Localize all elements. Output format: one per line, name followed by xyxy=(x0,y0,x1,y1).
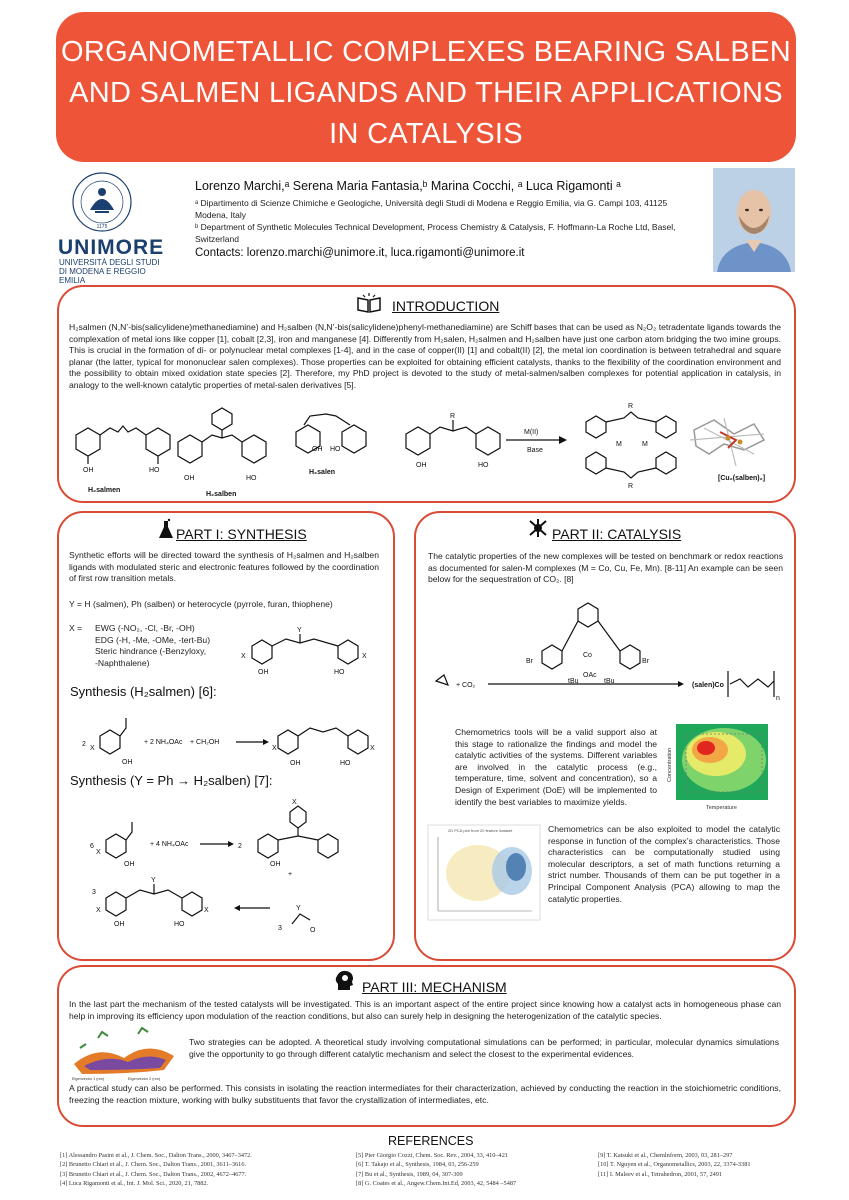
salben-coef: 6 xyxy=(90,843,94,850)
co2-sequestration-scheme xyxy=(428,607,788,717)
ligand-r-label: R xyxy=(450,413,456,420)
salben-final-y: Y xyxy=(151,877,156,884)
salben-x-label: X xyxy=(96,849,101,856)
reference-1: [1] Alessandro Pasini et al., J. Chem. Soc., Dalton Trans., 2000, 3467–3472. xyxy=(60,1152,252,1159)
complex-r-top-label: R xyxy=(628,403,634,410)
salmen-x-label: X xyxy=(90,745,95,752)
h2salmen-label: H₂salmen xyxy=(88,487,121,494)
salben-final-ho: HO xyxy=(174,921,185,928)
salmen-product-x-left: X xyxy=(272,745,277,752)
x-ewg: EWG (-NO₂, -Cl, -Br, -OH) xyxy=(95,623,195,633)
synthesis-heading: PART I: SYNTHESIS xyxy=(176,526,307,542)
complex-m-left-label: M xyxy=(616,441,622,448)
author-photo xyxy=(713,168,795,272)
university-logo-name: UNIMORE xyxy=(58,236,165,259)
h2salben-label: H₂salben xyxy=(206,491,237,498)
salben-plus: + xyxy=(288,871,293,878)
reference-9: [9] T. Katsuki et al., Chemlnform, 2003, 03, 281–297 xyxy=(598,1152,733,1159)
complex-m-right-label: M xyxy=(642,441,648,448)
pca-scatter-figure xyxy=(428,825,540,920)
doe-response-surface-figure xyxy=(664,722,780,810)
surface-axis-2: Eigenvector 2 (nm) xyxy=(128,1077,161,1081)
xy-ligand-oh: OH xyxy=(258,669,269,676)
mechanism-heading: PART III: MECHANISM xyxy=(362,979,507,995)
reference-10: [10] T. Nguyen et al., Organometallics, 2003, 22, 3374-3381 xyxy=(598,1161,751,1169)
affiliation-b: ᵇ Department of Synthetic Molecules Technical Development, Process Chemistry & Catalysis, F. Hoffmann-La Roche Ltd, Basel, Switzerland xyxy=(195,222,676,244)
doe-x-axis-label: Temperature xyxy=(706,805,737,811)
ligand-ho-label: HO xyxy=(478,462,489,469)
scheme-co2: + CO₂ xyxy=(456,682,476,689)
mechanism-strategies-text: Two strategies can be adopted. A theoretical study involving computational simulations can be performed; in particular, molecular dynamics simulations give the opportunity to go through different catalytic mechanism and select the closest to the experimental evidences. xyxy=(189,1037,779,1059)
reference-5: [5] Pier Giorgio Cozzi, Chem. Soc. Rev., 2004, 33, 410–421 xyxy=(356,1152,508,1159)
catalysis-heading: PART II: CATALYSIS xyxy=(552,526,682,542)
salben-two: 2 xyxy=(238,843,242,850)
salmen-ch2oh: + CH₂OH xyxy=(190,739,220,746)
salen-ho-label: HO xyxy=(330,446,341,453)
scheme-br-right: Br xyxy=(642,658,649,665)
salben-three-aldehyde: 3 xyxy=(278,925,282,932)
salben-oh-label: OH xyxy=(184,475,195,482)
reference-4: [4] Luca Rigamonti et al., Int. J. Mol. Sci., 2020, 21, 7882. xyxy=(60,1179,209,1187)
poster-title-banner xyxy=(56,12,796,162)
salmen-product-x-right: X xyxy=(370,745,375,752)
generic-ligand-structure xyxy=(406,413,500,469)
ligand-oh-label: OH xyxy=(416,462,427,469)
scheme-co-label: Co xyxy=(583,652,592,659)
x-steric-2: -Naphthalene) xyxy=(95,657,150,668)
pca-title: 2D PCA plot from 20 feature dataset xyxy=(448,828,513,833)
authors-line: Lorenzo Marchi,ᵃ Serena Maria Fantasia,ᵇ Marina Cocchi, ᵃ Luca Rigamonti ᵃ xyxy=(195,179,621,193)
x-edg: EDG (-H, -Me, -OMe, -tert-Bu) xyxy=(95,634,211,645)
salben-final-x-left: X xyxy=(96,907,101,914)
catalysis-pca-text: Chemometrics can be also exploited to model the catalytic response in function of the complex’s characteristics. Those characteristics can be computationally studied using molecular descriptors, a set of math functions returning a strict number. Thousands of them can be put together in a Principal Component Analysis (PCA) allowing to map the catalytic properties. xyxy=(548,824,780,904)
xy-ligand-ho: HO xyxy=(334,669,345,676)
reference-3: [3] Brunetto Chiari et al., J. Chem. Soc., Dalton Trans., 2002, 4672–4677. xyxy=(60,1170,247,1178)
scheme-tbu-right: tBu xyxy=(604,678,615,685)
salmen-product-ho: HO xyxy=(340,760,351,767)
seal-year: 1175 xyxy=(96,224,108,230)
scheme-n-subscript: n xyxy=(776,695,780,702)
university-seal-icon xyxy=(62,170,142,234)
salben-final-oh: OH xyxy=(114,921,125,928)
h2salen-label: H₂salen xyxy=(309,469,336,476)
h2salben-structure xyxy=(178,408,266,498)
reference-8: [8] G. Coates et al., Angew.Chem.Int.Ed, 2003, 42, 5484 –5487 xyxy=(356,1179,517,1187)
poster-title-line-1: ORGANOMETALLIC COMPLEXES BEARING SALBEN xyxy=(61,36,791,68)
introduction-text: H₂salmen (N,N’-bis(salicylidene)methanediamine) and H₂salben (N,N’-bis(salicylidene)phenyl-methanediamine) are Schiff bases that can be used as N₂O₂ tetradentate ligands towards the complexation of metal ions like copper [1], cobalt [2,3], iron and manganese [4]. Differently from H₂salen, H₂salmen and H₂salben have just one carbon atom bridging the two imine groups. This is crucial in the formation of di- or polynuclear metal complexes [1-4], and in the case of copper(II) [1] and cobalt(II) [2], the metal ion coordination is between tetrahedral and square planar (the latter, typical for mononuclear salen complexes). Those properties can be exploited for obtaining efficient catalysts, thanks to the flexibility of the coordination environment and the possibility to obtain mixed oxidation state species [2]. Therefore, my PhD project is devoted to the study of metal-salmen/salben complexes for potential application in catalysis, in analogy to the well-known catalytic properties of metal-salen derivatives [5]. xyxy=(69,322,782,390)
reference-11: [11] I. Maleev et al., Tetrahedron, 2001, 57, 2491 xyxy=(598,1170,723,1178)
salmen-product-oh: OH xyxy=(290,760,301,767)
aldehyde-y: Y xyxy=(296,905,301,912)
energy-landscape-figure xyxy=(68,1024,180,1082)
poster-title-line-3: IN CATALYSIS xyxy=(329,118,523,150)
surface-axis-1: Eigenvector 1 (nm) xyxy=(72,1077,105,1081)
introduction-heading: INTRODUCTION xyxy=(392,298,500,314)
catalysis-intro-text: The catalytic properties of the new complexes will be tested on benchmark or redox reactions as documented for salen-M complexes (M = Co, Cu, Fe, Mn). [8-11] An example can be seen below for the sequestration of CO₂. [8] xyxy=(428,551,783,585)
catalyst-atom-icon xyxy=(528,518,548,538)
poster-title-line-2: AND SALMEN LIGANDS AND THEIR APPLICATIONS xyxy=(69,77,783,109)
reference-6: [6] T. Takajo et al., Synthesis, 1984, 03, 256-259 xyxy=(356,1161,479,1169)
references-column-3 xyxy=(598,1151,798,1179)
scheme-tbu-left: tBu xyxy=(568,678,579,685)
salben-final-x-right: X xyxy=(204,907,209,914)
aldehyde-o: O xyxy=(310,927,316,934)
references-column-2 xyxy=(356,1151,596,1188)
salben-product-oh: OH xyxy=(270,861,281,868)
scheme-oac-label: OAc xyxy=(583,672,597,679)
dimer-complex-structure xyxy=(586,403,676,490)
synthesis-x-list xyxy=(95,623,235,669)
synthesis-x-label: X = xyxy=(69,623,83,633)
h2salmen-structure xyxy=(76,426,170,494)
crystal-structure-image xyxy=(690,418,765,482)
intro-structures-figure xyxy=(64,403,796,500)
references-column-1 xyxy=(60,1151,350,1188)
synthesis-y-definition: Y = H (salmen), Ph (salben) or heterocycle (pyrrole, furan, thiophene) xyxy=(69,599,333,609)
xy-ligand-x-left: X xyxy=(241,653,246,660)
mechanism-practical-text: A practical study can also be performed. This consists in isolating the reaction intermediates for their characterization, achieved by conducting the reaction in the stoichiometric conditions, freezing the reaction mixture, working with bulky substituents that favor the crystallization of intermediates, etc. xyxy=(69,1083,781,1105)
salmen-nh4oac: + 2 NH₄OAc xyxy=(144,739,183,746)
reference-2: [2] Brunetto Chiari et al., J. Chem. Soc., Dalton Trans., 2001, 3611–3616. xyxy=(60,1161,247,1169)
reference-7: [7] Bu et al., Synthesis, 1989, 04, 307-309 xyxy=(356,1170,463,1178)
salen-oh-label: OH xyxy=(312,446,323,453)
synthesis-salmen-title: Synthesis (H₂salmen) [6]: xyxy=(70,684,217,699)
salben-synthesis-scheme xyxy=(78,800,388,950)
xy-ligand-x-right: X xyxy=(362,653,367,660)
x-steric-1: Steric hindrance (-Benzyloxy, xyxy=(95,646,207,657)
salben-reagent-oh: OH xyxy=(124,861,135,868)
salben-nh4oac: + 4 NH₄OAc xyxy=(150,841,189,848)
complex-r-bottom-label: R xyxy=(628,483,634,490)
h2salen-structure xyxy=(296,414,366,476)
flask-icon xyxy=(158,518,174,540)
salmen-oh-label: OH xyxy=(83,467,94,474)
reaction-arrow xyxy=(506,429,567,454)
salben-product-x-top: X xyxy=(292,799,297,806)
salmen-synthesis-scheme xyxy=(78,712,388,772)
synthesis-salben-title: Synthesis (Y = Ph → H₂salben) [7]: xyxy=(70,773,273,788)
affiliation-a: ᵃ Dipartimento di Scienze Chimiche e Geologiche, Università degli Studi di Modena e Reggio Emilia, via G. Campi 103, 41125 Modena, Italy xyxy=(195,198,668,220)
scheme-product: (salen)Co xyxy=(692,682,724,689)
salmen-ho-label: HO xyxy=(149,467,160,474)
scheme-br-left: Br xyxy=(526,658,533,665)
salmen-coef: 2 xyxy=(82,741,86,748)
cu2salben2-label: [Cu₂(salben)₂] xyxy=(718,475,766,482)
university-logo-subtitle: UNIVERSITÀ DEGLI STUDI DI MODENA E REGGIO EMILIA xyxy=(59,258,160,285)
contacts-line: Contacts: lorenzo.marchi@unimore.it, luca.rigamonti@unimore.it xyxy=(195,247,525,259)
salben-three-product: 3 xyxy=(92,889,96,896)
synthesis-intro-text: Synthetic efforts will be directed toward the synthesis of H₂salmen and H₂salben ligands with modulated steric and electronic features followed by the coordination of first row transition metals. xyxy=(69,550,379,584)
metal-label: M(II) xyxy=(524,429,539,436)
salmen-reagent-oh: OH xyxy=(122,759,133,766)
generic-xy-ligand-structure xyxy=(238,626,383,678)
mechanism-intro-text: In the last part the mechanism of the tested catalysts will be investigated. This is an important aspect of the entire project since knowing how a catalyst acts in homogeneous phase can help in improving its efficiency upon modulation of the reaction conditions, but also can surely help in designing the heterogenization of the catalytic species. xyxy=(69,999,781,1021)
xy-ligand-y-label: Y xyxy=(297,627,302,634)
catalysis-doe-text: Chemometrics tools will be a valid support also at this stage to rationalize the findings and model the catalytic activities of the systems. Different variables are involved in the catalytic process (e.g., temperature, time, solvent and concentration), so a Design of Experiment (DoE) will be implemented to identify the best variables to maximize yields. xyxy=(455,727,657,807)
head-gear-icon xyxy=(334,970,354,992)
book-icon xyxy=(355,292,383,314)
references-heading: REFERENCES xyxy=(388,1134,474,1148)
salben-ho-label: HO xyxy=(246,475,257,482)
base-label: Base xyxy=(527,447,543,454)
doe-y-axis-label: Concentration xyxy=(667,747,673,782)
